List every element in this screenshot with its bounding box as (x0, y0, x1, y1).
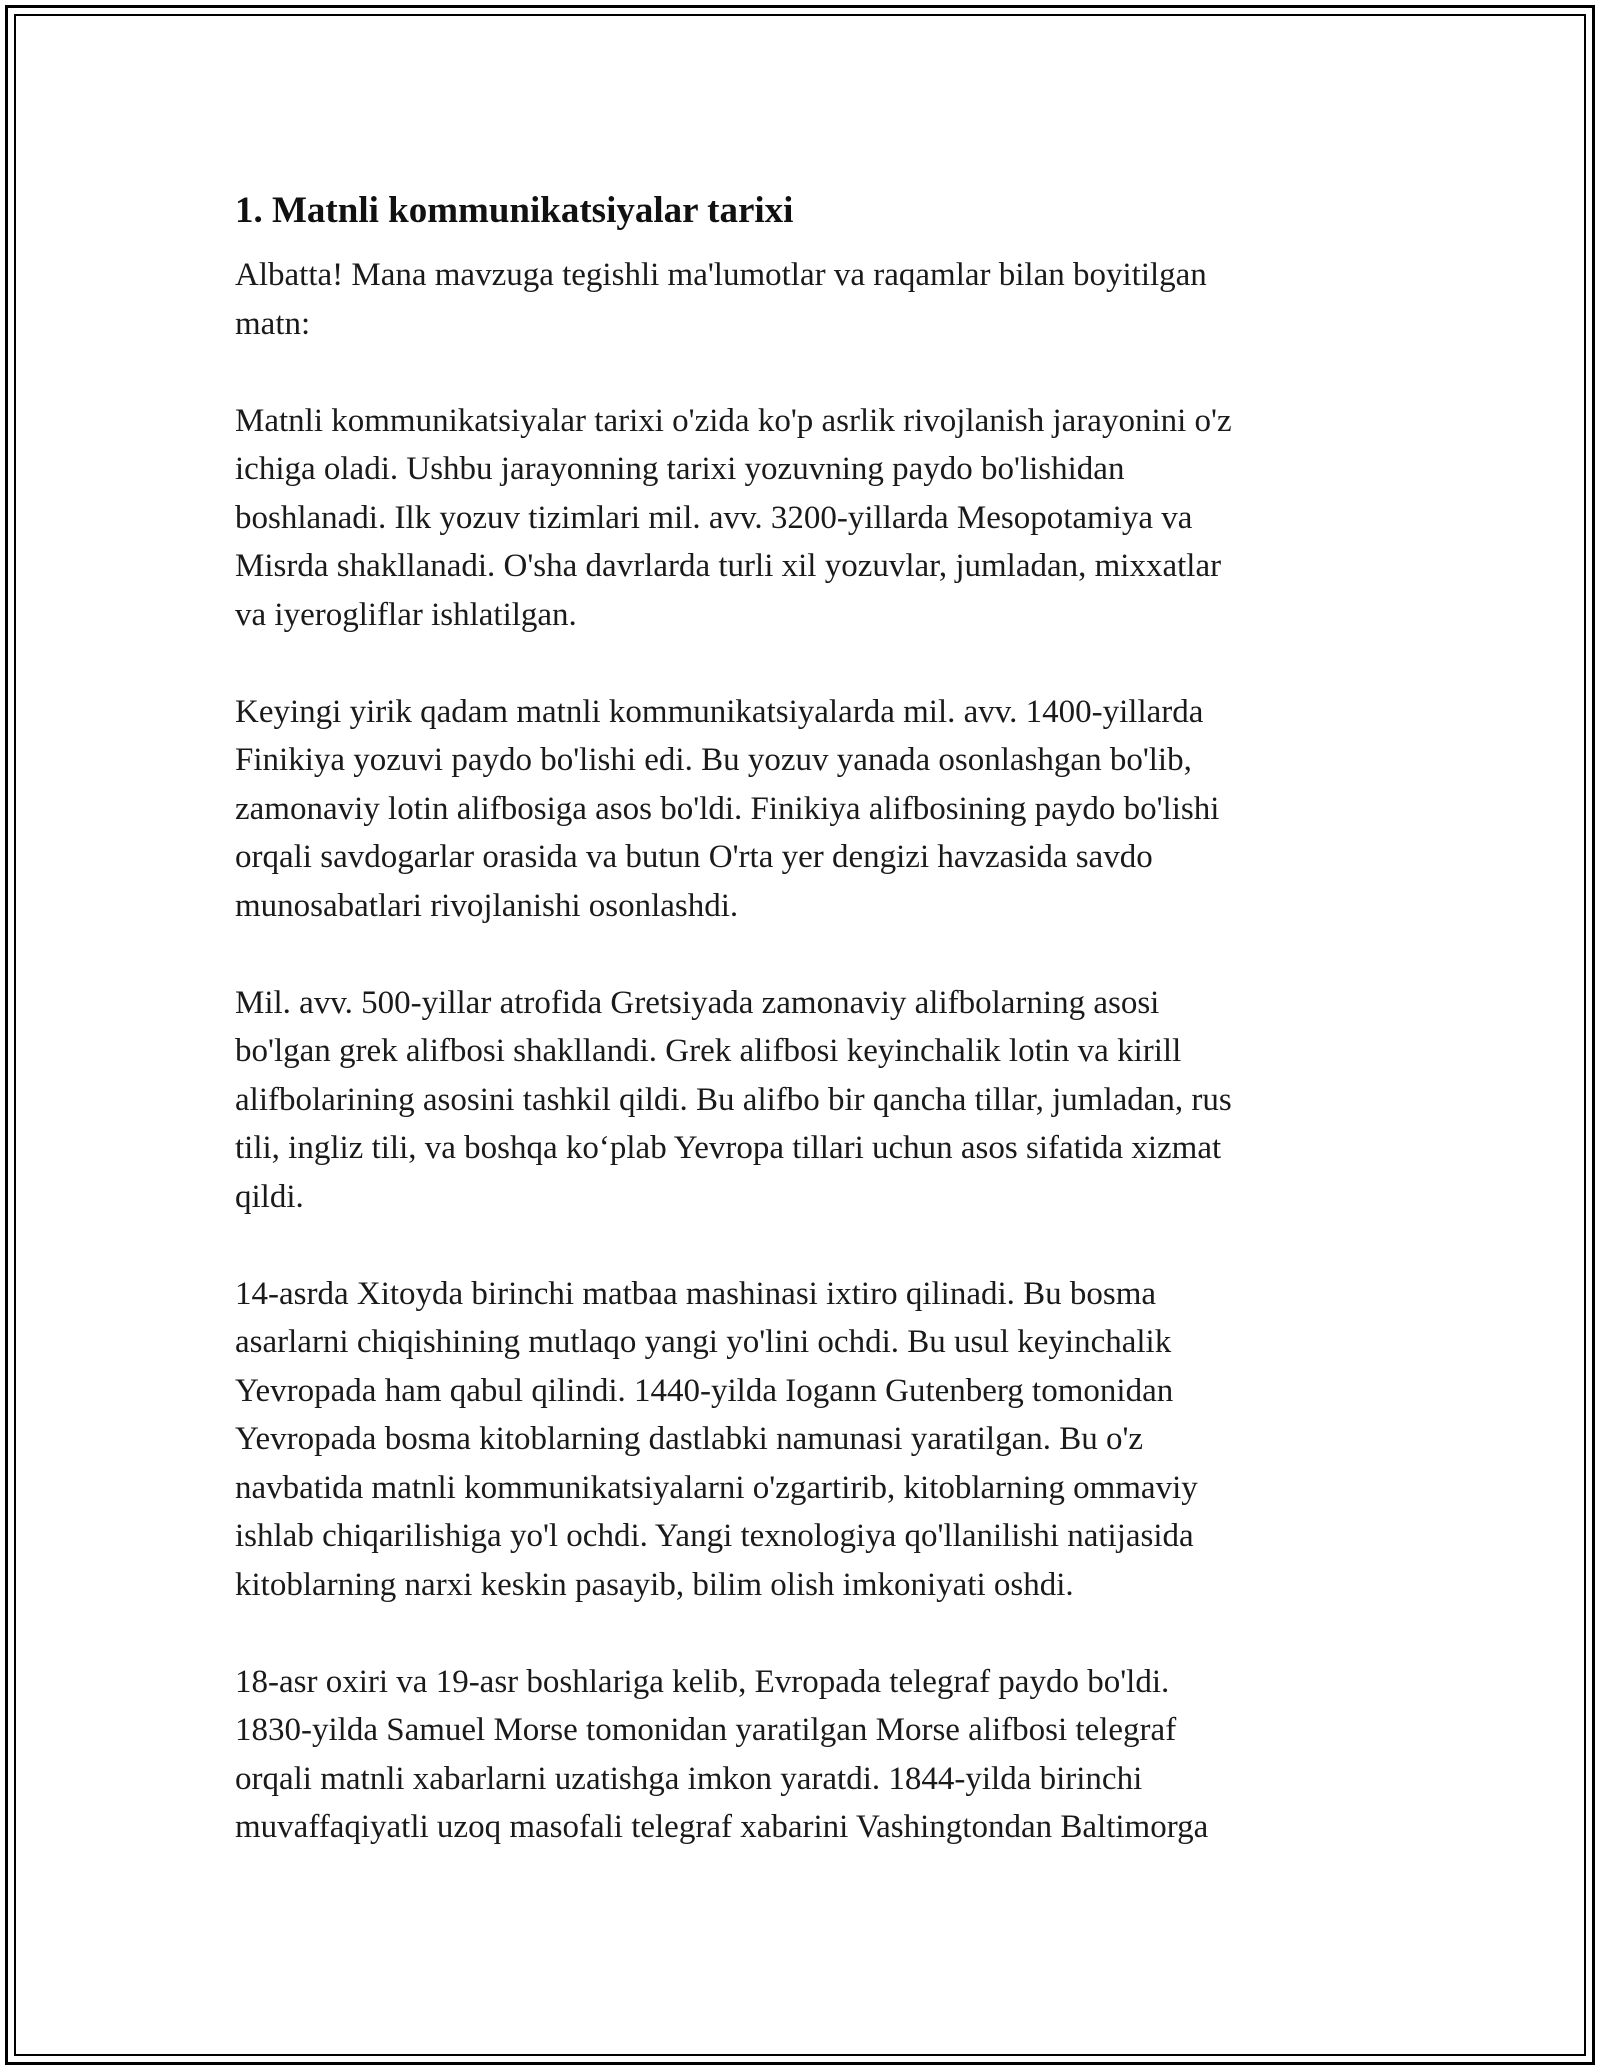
paragraph-early-writing: Matnli kommunikatsiyalar tarixi o'zida ko'p asrlik rivojlanish jarayonini o'z ichiga oladi. Ushbu jarayonning tarixi yozuvning paydo bo'lishidan boshlanadi. Ilk yozuv tizimlari mil. avv. 3200-yillarda Mesopotamiya va Misrda shakllanadi. O'sha davrlarda turli xil yozuvlar, jumladan, mixxatlar va iyerogliflar ishlatilgan. (235, 402, 1232, 633)
paragraph-telegraph: 18-asr oxiri va 19-asr boshlariga kelib, Evropada telegraf paydo bo'ldi. 1830-yilda Samuel Morse tomonidan yaratilgan Morse alifbosi telegraf orqali matnli xabarlarni uzatishga imkon yaratdi. 1844-yilda birinchi muvaffaqiyatli uzoq masofali telegraf xabarini Vashingtondan Baltimorga (235, 1663, 1209, 1845)
section-heading: 1. Matnli kommunikatsiyalar tarixi (235, 190, 794, 231)
paragraph-greek: Mil. avv. 500-yillar atrofida Gretsiyada zamonaviy alifbolarning asosi bo'lgan grek alifbosi shakllandi. Grek alifbosi keyinchalik lotin va kirill alifbolarining asosini tashkil qildi. Bu alifbo bir qancha tillar, jumladan, rus tili, ingliz tili, va boshqa ko‘plab Yevropa tillari uchun asos sifatida xizmat qildi. (235, 984, 1232, 1215)
paragraph-intro: Albatta! Mana mavzuga tegishli ma'lumotlar va raqamlar bilan boyitilgan matn: (235, 257, 1207, 342)
document-body (235, 185, 1365, 1900)
paragraph-printing: 14-asrda Xitoyda birinchi matbaa mashinasi ixtiro qilinadi. Bu bosma asarlarni chiqishining mutlaqo yangi yo'lini ochdi. Bu usul keyinchalik Yevropada ham qabul qilindi. 1440-yilda Iogann Gutenberg tomonidan Yevropada bosma kitoblarning dastlabki namunasi yaratilgan. Bu o'z navbatida matnli kommunikatsiyalarni o'zgartirib, kitoblarning ommaviy ishlab chiqarilishiga yo'l ochdi. Yangi texnologiya qo'llanilishi natijasida kitoblarning narxi keskin pasayib, bilim olish imkoniyati oshdi. (235, 1275, 1198, 1603)
paragraph-phoenician: Keyingi yirik qadam matnli kommunikatsiyalarda mil. avv. 1400-yillarda Finikiya yozuvi paydo bo'lishi edi. Bu yozuv yanada osonlashgan bo'lib, zamonaviy lotin alifbosiga asos bo'ldi. Finikiya alifbosining paydo bo'lishi orqali savdogarlar orasida va butun O'rta yer dengizi havzasida savdo munosabatlari rivojlanishi osonlashdi. (235, 693, 1220, 924)
